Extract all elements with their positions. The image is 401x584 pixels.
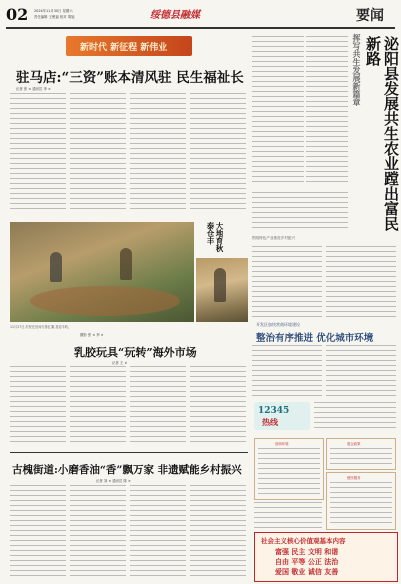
- sidebar-box-2-text: [330, 448, 392, 466]
- sidebar-box-1-text: [258, 448, 320, 496]
- bottom-headline: 古槐街道:小磨香油“香”飘万家 非遗赋能乡村振兴: [12, 464, 242, 476]
- photo-vertical-caption: 大地育秋泰仓丰: [206, 222, 224, 252]
- bottom-col-2: [70, 485, 126, 580]
- photo-caption: 11月27日,村民在田间分拣红薯,喜迎丰收。: [10, 325, 72, 329]
- core-values-row-3: 爱国 敬业 诚信 友善: [275, 567, 339, 576]
- bottom-col-4: [190, 485, 246, 580]
- photo-credit: 摄影 张 × 李 ×: [80, 333, 104, 337]
- core-values-row-1: 富强 民主 文明 和谐: [275, 547, 339, 556]
- sidebar-box-3: [326, 472, 396, 530]
- subhead-kicker: 开发区加快营商环境建设: [256, 322, 300, 327]
- right-article-col-1: [252, 36, 304, 186]
- sidebar-box-2: [326, 438, 396, 470]
- core-values-title: 社会主义核心价值观基本内容: [261, 537, 346, 545]
- main-byline: 记者 张 × 通讯员 李 ×: [16, 87, 51, 91]
- photo-person: [50, 252, 62, 282]
- right-headline: 泌阳县发展共生农业蹚出富民新路: [364, 36, 400, 231]
- core-values-box: [254, 532, 398, 582]
- photo-person: [120, 248, 132, 280]
- harvest-photo: [10, 222, 194, 322]
- banner-text: 新时代 新征程 新伟业: [80, 43, 168, 53]
- page-number: 02: [6, 5, 29, 24]
- right-article-col-3: [252, 192, 348, 232]
- photo-person: [214, 268, 226, 302]
- latex-col-1: [10, 366, 66, 446]
- sidebar-box-3-text: [330, 482, 392, 526]
- main-article-col-2: [70, 93, 126, 213]
- hotline-number: 12345: [258, 406, 290, 416]
- masthead: [0, 0, 401, 30]
- main-article-col-4: [190, 93, 246, 213]
- harvest-photo-2: [196, 258, 248, 322]
- right-article-col-2: [306, 36, 348, 186]
- section-title: 要闻: [356, 8, 384, 24]
- bottom-col-3: [130, 485, 186, 580]
- date-line: 2024年11月30日 星期六: [34, 9, 73, 13]
- latex-col-4: [190, 366, 246, 446]
- right-mid-col-1: [252, 246, 322, 318]
- photo-crop-pile: [30, 286, 180, 316]
- latex-col-3: [130, 366, 186, 446]
- latex-col-2: [70, 366, 126, 446]
- hotline-banner: [254, 402, 310, 430]
- latex-headline: 乳胶玩具“玩转”海外市场: [74, 346, 197, 359]
- sidebar-box-2-title: 惠企政策: [347, 442, 361, 446]
- edition-line: 责任编辑 王俊福 校对 胡旭: [34, 15, 75, 19]
- sidebar-box-3-title: 便民服务: [347, 476, 361, 480]
- banner: [66, 36, 192, 56]
- subhead-headline: 整治有序推进 优化城市环境: [256, 333, 374, 344]
- masthead-rule: [6, 27, 395, 29]
- subhead-col-1: [252, 345, 322, 397]
- sidebar-box-1: [254, 438, 324, 500]
- main-headline: 驻马店:“三资”账本清风驻 民生福祉长: [16, 70, 244, 86]
- main-article-col-3: [130, 93, 186, 213]
- paper-name: 绥德县融媒: [150, 10, 200, 21]
- bottom-byline: 记者 刘 × 通讯员 陈 ×: [96, 479, 131, 483]
- bottom-col-1: [10, 485, 66, 580]
- hotline-text: [314, 402, 396, 432]
- hotline-title: 热线: [262, 417, 278, 427]
- right-kicker: 挥写共生发展新篇章: [352, 34, 362, 106]
- latex-byline: 记者 王 ×: [112, 361, 128, 365]
- sidebar-text-lower: [254, 502, 322, 528]
- subhead-col-2: [326, 345, 396, 397]
- sidebar-box-1-title: 营商环境: [275, 442, 289, 446]
- core-values-row-2: 自由 平等 公正 法治: [275, 557, 339, 566]
- right-mid-col-2: [326, 246, 396, 318]
- right-lead: 围绕特色产业推进乡村振兴: [252, 236, 296, 240]
- main-article-col-1: [10, 93, 66, 213]
- section-divider: [10, 452, 248, 453]
